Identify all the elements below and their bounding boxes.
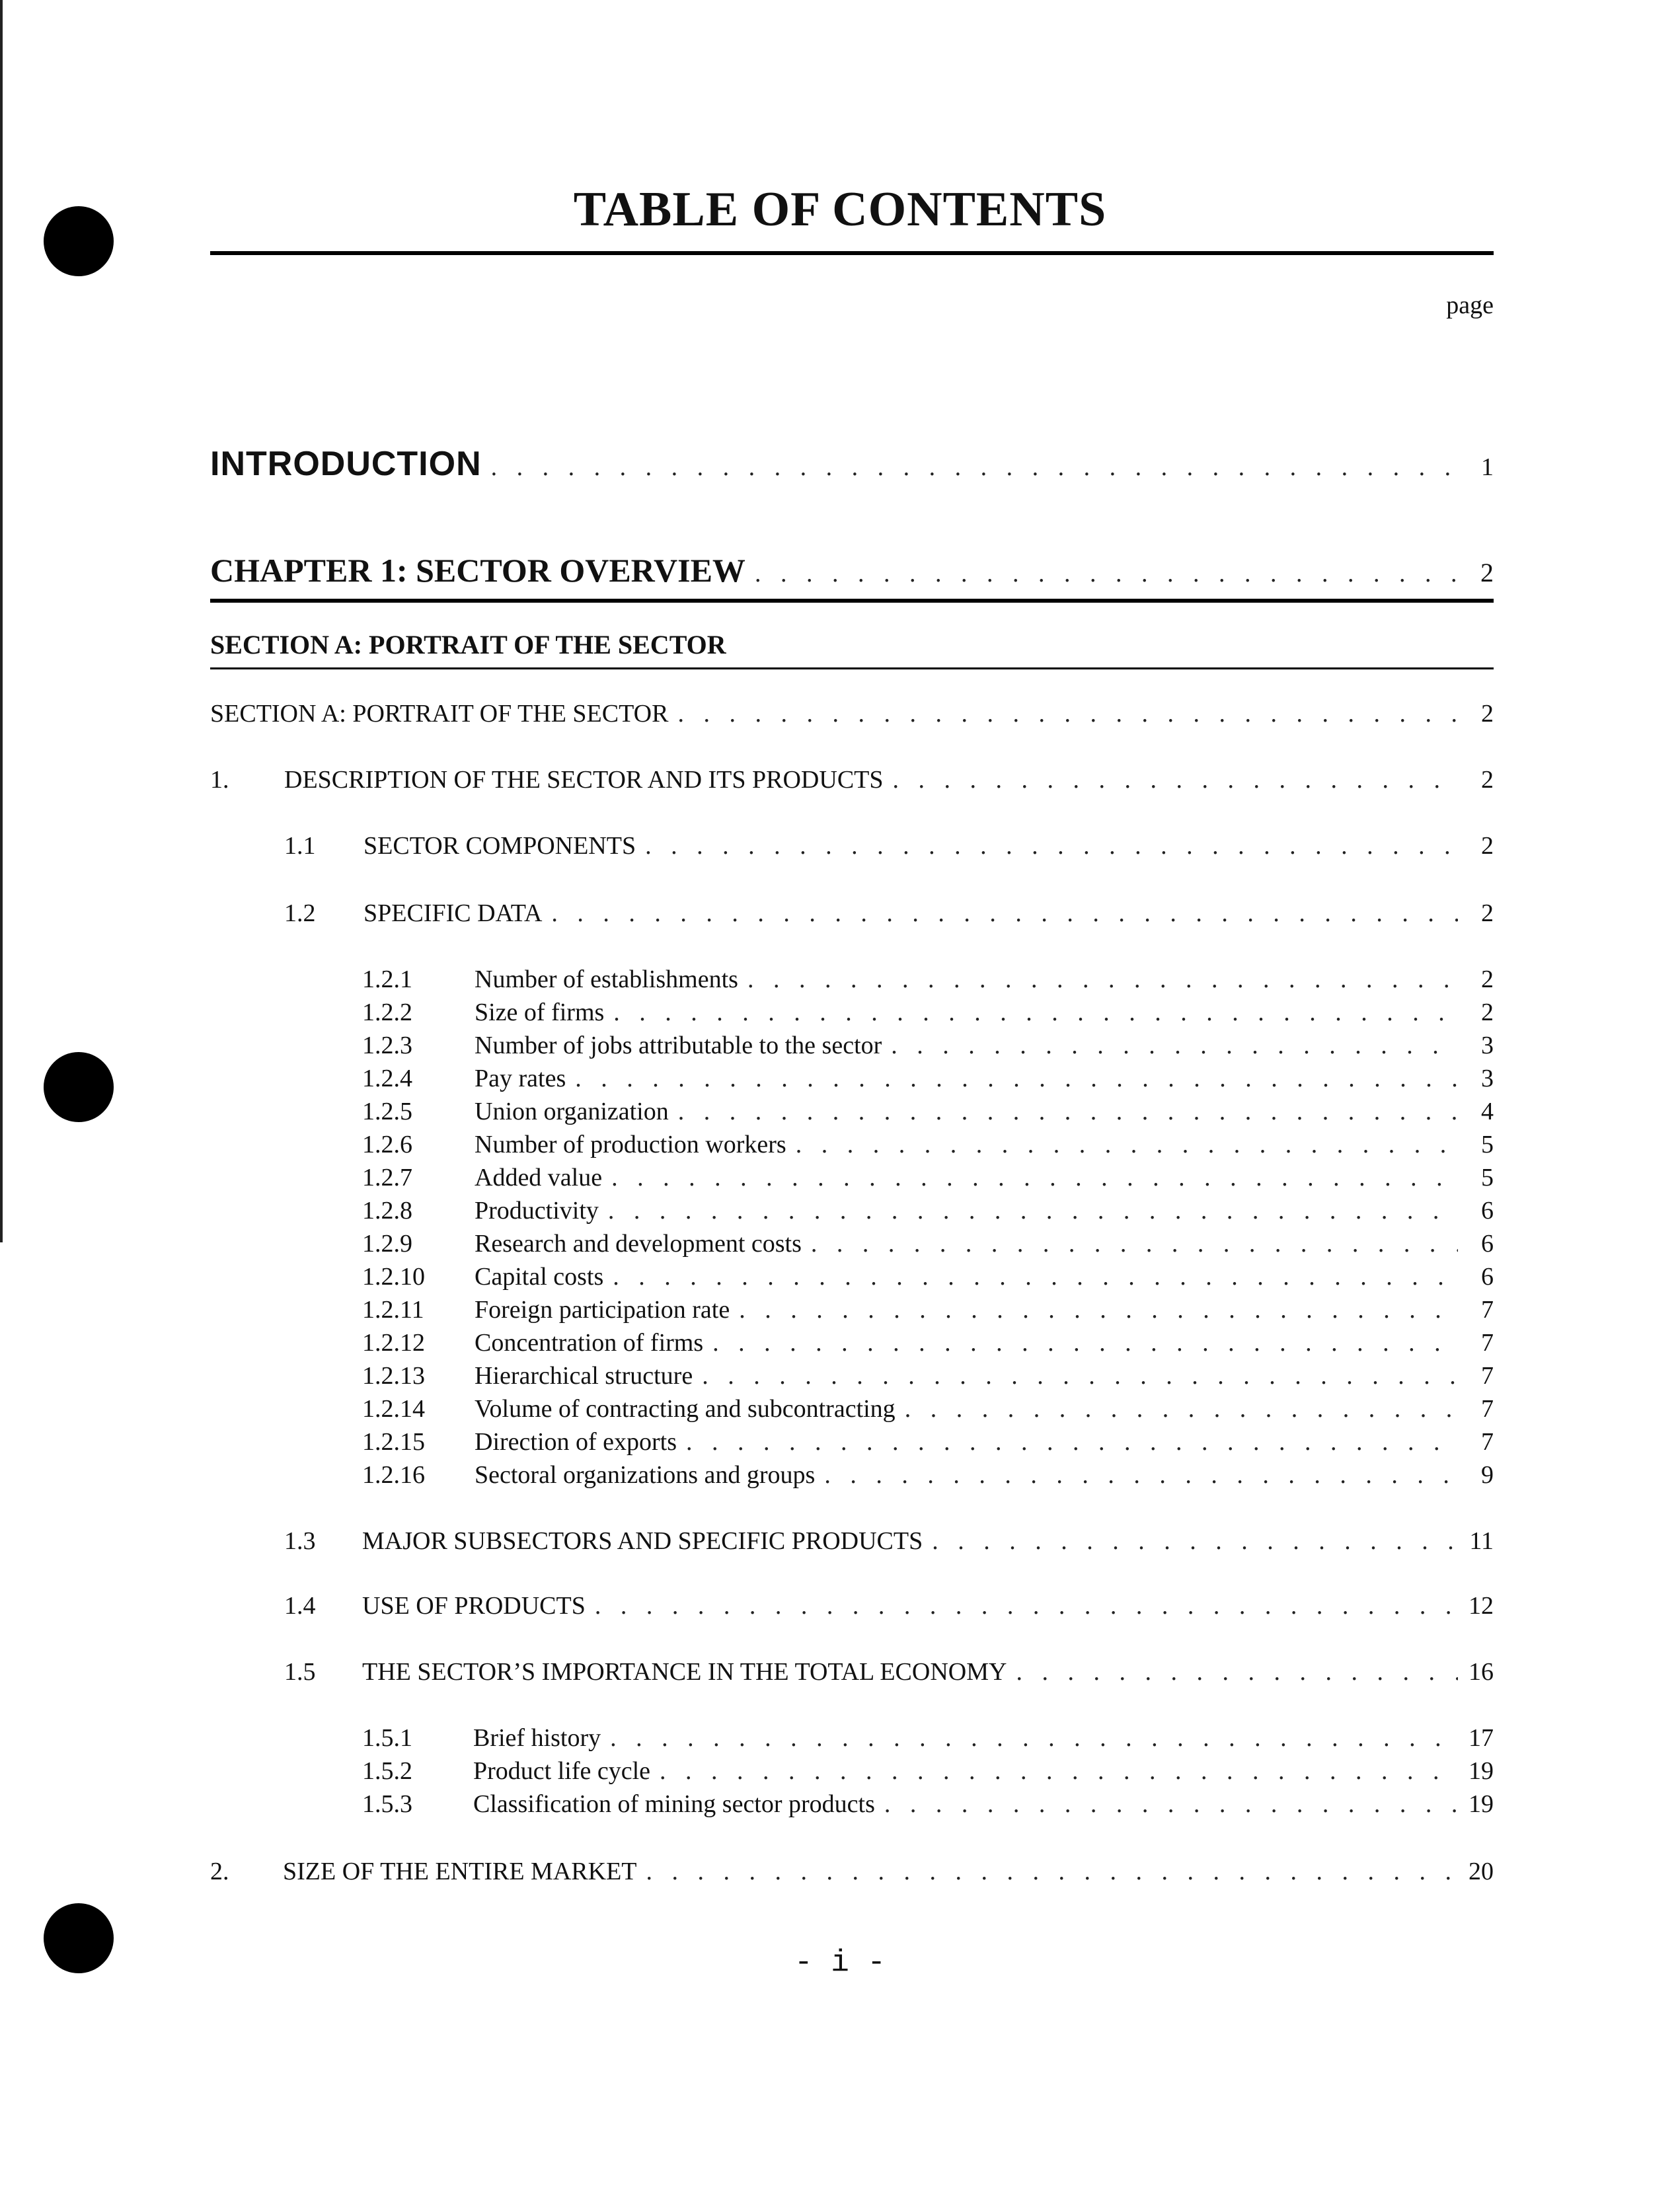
entry-label: Capital costs [475, 1263, 604, 1291]
entry-label: INTRODUCTION [210, 445, 482, 483]
toc-entry[interactable] [362, 1790, 1494, 1819]
dot-leader [702, 1361, 1458, 1390]
dot-leader [660, 1757, 1458, 1786]
dot-leader [595, 1591, 1458, 1620]
toc-entry[interactable] [362, 1262, 1494, 1291]
entry-number: 1. [210, 766, 229, 794]
entry-number: 1.2.6 [362, 1131, 412, 1158]
entry-number: 1.2.15 [362, 1428, 425, 1456]
entry-number: 1.2.9 [362, 1230, 412, 1258]
entry-page: 6 [1481, 1197, 1494, 1225]
entry-number: 1.5.2 [362, 1757, 412, 1785]
toc-entry[interactable] [362, 1295, 1494, 1324]
entry-label: Added value [475, 1164, 603, 1191]
toc-entry[interactable] [362, 1097, 1494, 1126]
dot-leader [678, 1097, 1458, 1126]
entry-page: 2 [1480, 558, 1494, 587]
dot-leader [747, 965, 1458, 994]
toc-entry[interactable] [362, 1757, 1494, 1786]
entry-page: 12 [1469, 1592, 1494, 1620]
entry-page: 6 [1481, 1263, 1494, 1291]
entry-label: Number of production workers [475, 1131, 786, 1158]
toc-entry[interactable] [362, 1229, 1494, 1258]
entry-page: 2 [1481, 999, 1494, 1026]
toc-entry[interactable] [362, 1196, 1494, 1225]
dot-leader [646, 1857, 1459, 1886]
entry-page: 17 [1469, 1724, 1494, 1752]
entry-page: 1 [1481, 453, 1494, 481]
entry-label: Volume of contracting and subcontracting [475, 1395, 896, 1423]
entry-number: 1.2.4 [362, 1065, 412, 1092]
entry-label: Number of jobs attributable to the sector [475, 1032, 882, 1059]
entry-page: 7 [1481, 1296, 1494, 1324]
entry-page: 20 [1469, 1858, 1494, 1885]
entry-number: 1.2.7 [362, 1164, 412, 1191]
entry-label: SECTION A: PORTRAIT OF THE SECTOR [210, 700, 669, 728]
toc-entry[interactable] [284, 1591, 1494, 1620]
entry-label: Sectoral organizations and groups [475, 1461, 816, 1489]
toc-entry[interactable] [362, 1328, 1494, 1357]
dot-leader [739, 1295, 1458, 1324]
toc-entry[interactable] [362, 965, 1494, 994]
section-rule [210, 667, 1494, 669]
entry-page: 7 [1481, 1329, 1494, 1357]
chapter-rule [210, 599, 1494, 603]
entry-label: SECTOR COMPONENTS [363, 832, 636, 860]
toc-entry[interactable] [362, 1723, 1494, 1753]
entry-page: 2 [1481, 700, 1494, 728]
entry-page: 2 [1481, 832, 1494, 860]
entry-label: DESCRIPTION OF THE SECTOR AND ITS PRODUCTS [284, 766, 884, 794]
entry-number: 1.2.3 [362, 1032, 412, 1059]
dot-leader [811, 1229, 1458, 1258]
entry-number: 1.5.3 [362, 1790, 412, 1818]
entry-label: MAJOR SUBSECTORS AND SPECIFIC PRODUCTS [362, 1527, 923, 1555]
entry-label: Classification of mining sector products [473, 1790, 875, 1818]
dot-leader [893, 765, 1458, 794]
dot-leader [905, 1394, 1458, 1423]
entry-label: CHAPTER 1: SECTOR OVERVIEW [210, 552, 745, 589]
entry-page: 19 [1469, 1757, 1494, 1785]
entry-page: 7 [1481, 1395, 1494, 1423]
entry-number: 1.2.8 [362, 1197, 412, 1225]
entry-page: 3 [1481, 1032, 1494, 1059]
entry-number: 1.4 [284, 1592, 316, 1620]
entry-number: 2. [210, 1858, 229, 1885]
entry-page: 2 [1481, 766, 1494, 794]
entry-number: 1.1 [284, 832, 316, 860]
entry-label: Size of firms [475, 999, 605, 1026]
entry-label: Hierarchical structure [475, 1362, 693, 1390]
entry-number: 1.2.2 [362, 999, 412, 1026]
toc-entry[interactable] [210, 1857, 1494, 1886]
entry-number: 1.2.5 [362, 1098, 412, 1125]
entry-label: Pay rates [475, 1065, 566, 1092]
entry-number: 1.2.10 [362, 1263, 425, 1291]
entry-label: Product life cycle [473, 1757, 651, 1785]
toc-entry[interactable] [362, 1031, 1494, 1060]
binder-hole-middle [44, 1052, 114, 1122]
entry-page: 5 [1481, 1131, 1494, 1158]
entry-number: 1.2.16 [362, 1461, 425, 1489]
entry-label: Union organization [475, 1098, 669, 1125]
entry-number: 1.5.1 [362, 1724, 412, 1752]
entry-page: 11 [1469, 1527, 1494, 1555]
page-number-footer: - i - [794, 1946, 886, 1980]
page-title: TABLE OF CONTENTS [573, 182, 1107, 237]
toc-entry[interactable] [284, 1657, 1494, 1686]
title-rule [210, 251, 1494, 255]
toc-entry[interactable] [362, 1427, 1494, 1456]
dot-leader [755, 559, 1458, 588]
entry-label: Research and development costs [475, 1230, 802, 1258]
entry-page: 9 [1481, 1461, 1494, 1489]
entry-page: 19 [1469, 1790, 1494, 1818]
dot-leader [491, 453, 1458, 482]
dot-leader [610, 1723, 1458, 1753]
toc-entry[interactable] [362, 1130, 1494, 1159]
entry-page: 5 [1481, 1164, 1494, 1191]
entry-label: THE SECTOR’S IMPORTANCE IN THE TOTAL ECONOMY [362, 1658, 1007, 1686]
entry-page: 4 [1481, 1098, 1494, 1125]
entry-page: 6 [1481, 1230, 1494, 1258]
toc-entry[interactable] [284, 1527, 1494, 1556]
entry-page: 2 [1481, 899, 1494, 927]
entry-label: SPECIFIC DATA [363, 899, 543, 927]
dot-leader [1016, 1657, 1458, 1686]
entry-label: Concentration of firms [475, 1329, 704, 1357]
entry-label: USE OF PRODUCTS [362, 1592, 586, 1620]
section-heading: SECTION A: PORTRAIT OF THE SECTOR [210, 630, 726, 660]
toc-entry[interactable] [362, 1394, 1494, 1423]
entry-number: 1.3 [284, 1527, 316, 1555]
entry-page: 7 [1481, 1428, 1494, 1456]
entry-label: Productivity [475, 1197, 599, 1225]
toc-entry-chapter-1[interactable] [210, 551, 1494, 589]
dot-leader [613, 1262, 1458, 1291]
dot-leader [645, 831, 1458, 860]
toc-entry[interactable] [284, 899, 1494, 928]
dot-leader [613, 998, 1458, 1027]
entry-label: SIZE OF THE ENTIRE MARKET [283, 1858, 637, 1885]
dot-leader [932, 1527, 1458, 1556]
dot-leader [611, 1163, 1458, 1192]
dot-leader [677, 699, 1458, 728]
dot-leader [712, 1328, 1458, 1357]
dot-leader [891, 1031, 1458, 1060]
entry-number: 1.2.12 [362, 1329, 425, 1357]
entry-page: 2 [1481, 965, 1494, 993]
entry-page: 16 [1469, 1658, 1494, 1686]
dot-leader [824, 1460, 1458, 1490]
entry-label: Direction of exports [475, 1428, 677, 1456]
toc-entry[interactable] [362, 1163, 1494, 1192]
toc-entry[interactable] [362, 1361, 1494, 1390]
toc-entry-section-a[interactable] [210, 699, 1494, 728]
toc-entry[interactable] [362, 1064, 1494, 1093]
toc-entry[interactable] [362, 1460, 1494, 1490]
entry-label: Foreign participation rate [475, 1296, 730, 1324]
toc-entry[interactable] [210, 765, 1494, 794]
entry-page: 3 [1481, 1065, 1494, 1092]
toc-entry[interactable] [362, 998, 1494, 1027]
entry-number: 1.2.11 [362, 1296, 424, 1324]
entry-label: Number of establishments [475, 965, 738, 993]
entry-number: 1.5 [284, 1658, 316, 1686]
dot-leader [551, 899, 1458, 928]
entry-page: 7 [1481, 1362, 1494, 1390]
dot-leader [884, 1790, 1458, 1819]
entry-number: 1.2.1 [362, 965, 412, 993]
toc-entry[interactable] [284, 831, 1494, 860]
dot-leader [796, 1130, 1458, 1159]
entry-label: Brief history [473, 1724, 601, 1752]
entry-number: 1.2.13 [362, 1362, 425, 1390]
entry-number: 1.2.14 [362, 1395, 425, 1423]
dot-leader [608, 1196, 1458, 1225]
toc-entry-introduction[interactable] [210, 444, 1494, 484]
entry-number: 1.2 [284, 899, 316, 927]
page-column-label: page [1446, 291, 1494, 319]
dot-leader [575, 1064, 1458, 1093]
dot-leader [686, 1427, 1458, 1456]
